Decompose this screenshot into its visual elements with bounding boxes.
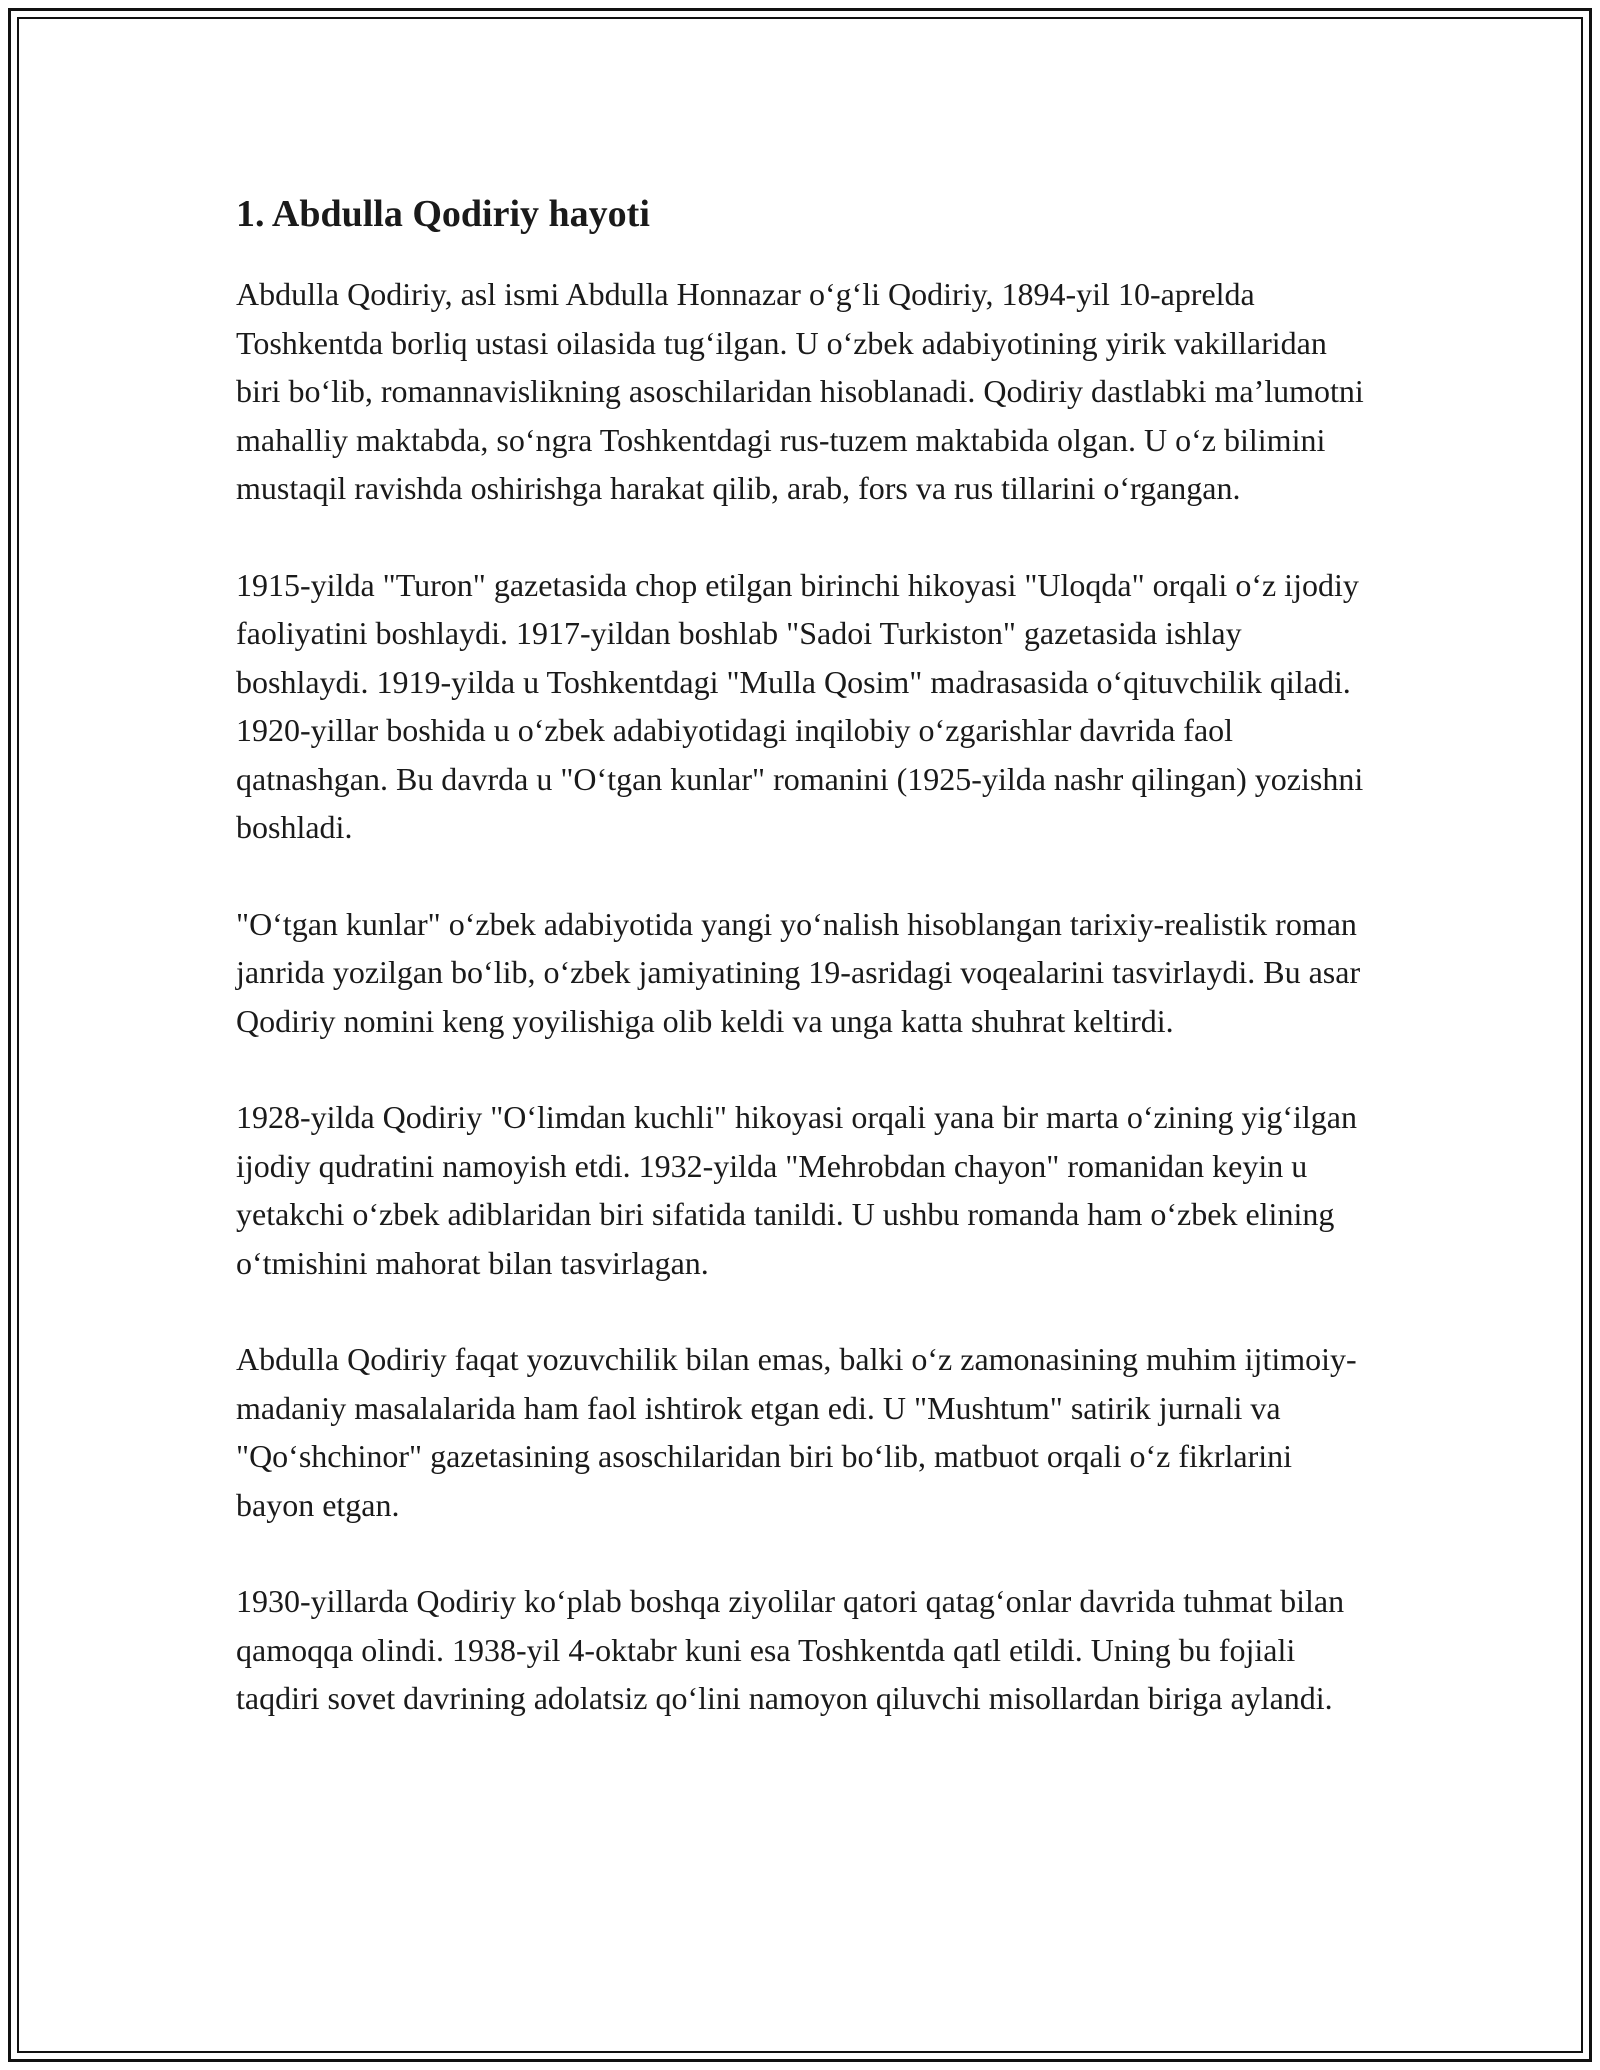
document-body bbox=[236, 186, 1366, 1771]
paragraph-6: 1930-yillarda Qodiriy ko‘plab boshqa ziyolilar qatori qatag‘onlar davrida tuhmat bilan qamoqqa olindi. 1938-yil 4-oktabr kuni esa Toshkentda qatl etildi. Uning bu fojiali taqdiri sovet davrining adolatsiz qo‘lini namoyon qiluvchi misollardan biriga aylandi. bbox=[236, 1583, 1345, 1716]
paragraph-1: Abdulla Qodiriy, asl ismi Abdulla Honnazar o‘g‘li Qodiriy, 1894-yil 10-aprelda Toshkentda borliq ustasi oilasida tug‘ilgan. U o‘zbek adabiyotining yirik vakillaridan biri bo‘lib, romannavislikning asoschilaridan hisoblanadi. Qodiriy dastlabki ma’lumotni mahalliy maktabda, so‘ngra Toshkentdagi rus-tuzem maktabida olgan. U o‘z bilimini mustaqil ravishda oshirishga harakat qilib, arab, fors va rus tillarini o‘rgangan. bbox=[236, 276, 1364, 506]
paragraph-5: Abdulla Qodiriy faqat yozuvchilik bilan emas, balki o‘z zamonasining muhim ijtimoiy-madaniy masalalarida ham faol ishtirok etgan edi. U "Mushtum" satirik jurnali va "Qo‘shchinor" gazetasining asoschilaridan biri bo‘lib, matbuot orqali o‘z fikrlarini bayon etgan. bbox=[236, 1341, 1357, 1523]
paragraph-4: 1928-yilda Qodiriy "O‘limdan kuchli" hikoyasi orqali yana bir marta o‘zining yig‘ilgan ijodiy qudratini namoyish etdi. 1932-yilda "Mehrobdan chayon" romanidan keyin u yetakchi o‘zbek adiblaridan biri sifatida tanildi. U ushbu romanda ham o‘zbek elining o‘tmishini mahorat bilan tasvirlagan. bbox=[236, 1099, 1357, 1281]
section-heading: 1. Abdulla Qodiriy hayoti bbox=[236, 193, 650, 235]
paragraph-2: 1915-yilda "Turon" gazetasida chop etilgan birinchi hikoyasi "Uloqda" orqali o‘z ijodiy faoliyatini boshlaydi. 1917-yildan boshlab "Sadoi Turkiston" gazetasida ishlay boshlaydi. 1919-yilda u Toshkentdagi "Mulla Qosim" madrasasida o‘qituvchilik qiladi. 1920-yillar boshida u o‘zbek adabiyotidagi inqilobiy o‘zgarishlar davrida faol qatnashgan. Bu davrda u "O‘tgan kunlar" romanini (1925-yilda nashr qilingan) yozishni boshladi. bbox=[236, 566, 1364, 845]
paragraph-3: "O‘tgan kunlar" o‘zbek adabiyotida yangi yo‘nalish hisoblangan tarixiy-realistik roman janrida yozilgan bo‘lib, o‘zbek jamiyatining 19-asridagi voqealarini tasvirlaydi. Bu asar Qodiriy nomini keng yoyilishiga olib keldi va unga katta shuhrat keltirdi. bbox=[236, 905, 1361, 1039]
